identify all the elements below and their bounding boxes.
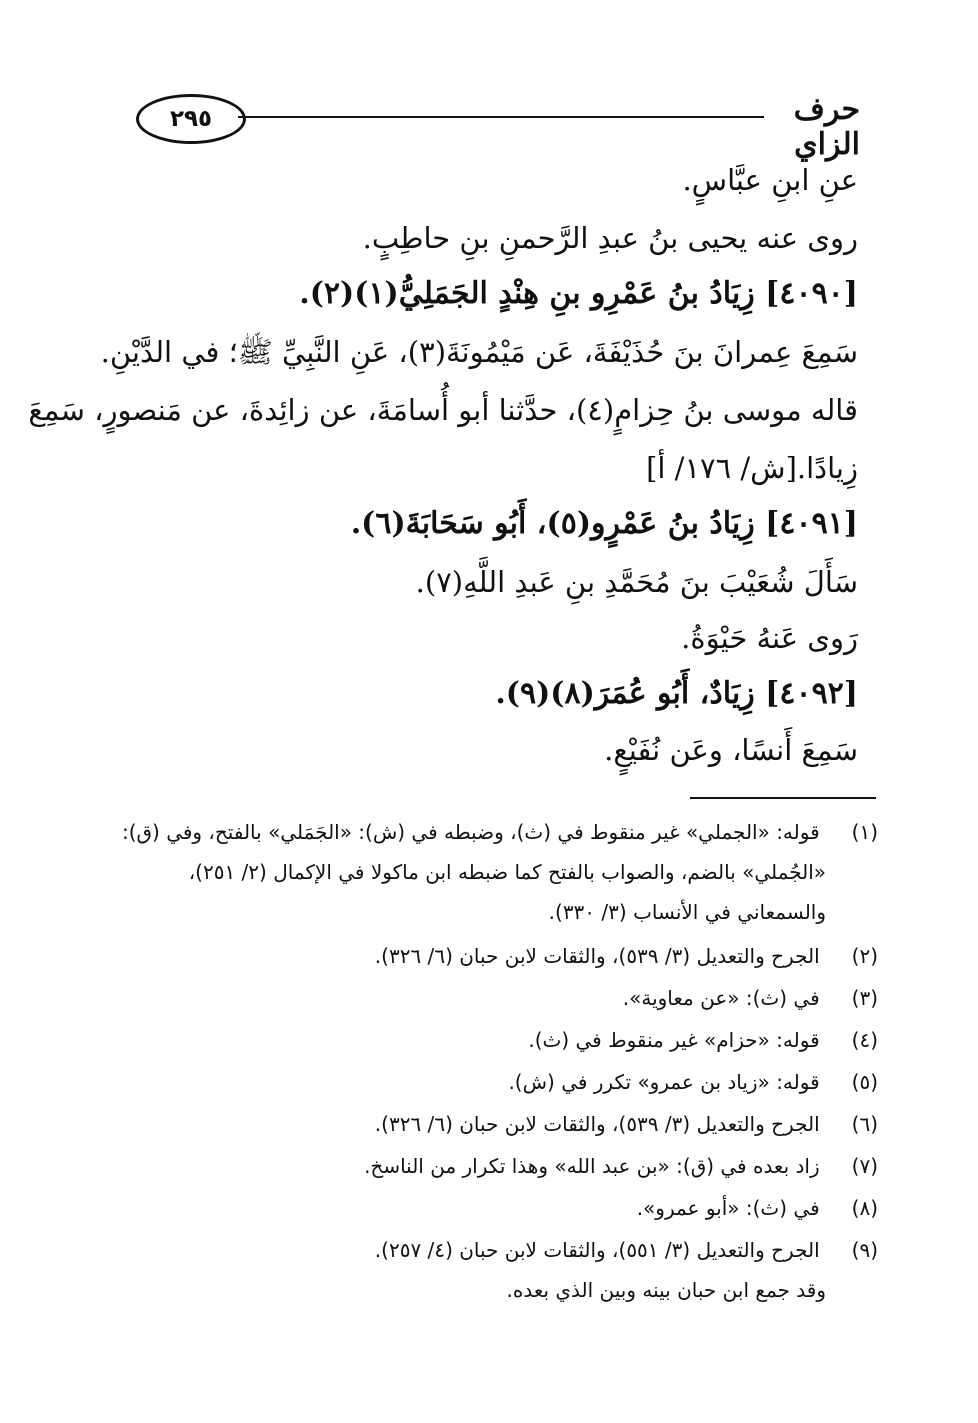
text-line: رَوى عَنهُ حَيْوَةُ. (681, 621, 858, 655)
page-number: ٢٩٥ (136, 94, 246, 144)
text-line: سَأَلَ شُعَيْبَ بنَ مُحَمَّدِ بنِ عَبدِ اللَّهِ(٧). (415, 565, 858, 599)
footnote-text: الجرح والتعديل (٣/ ٥٣٩)، والثقات لابن حبان (٦/ ٣٢٦). (374, 944, 820, 968)
running-title: حرف الزاي (793, 92, 860, 162)
footnote-7 (120, 1146, 878, 1186)
text-line: سَمِعَ عِمرانَ بنَ حُذَيْفَةَ، عَن مَيْمُونَةَ(٣)، عَنِ النَّبِيِّ ﷺ؛ في الدَّيْنِ. (100, 335, 858, 369)
entry-heading-4091: [٤٠٩١] زِيَادُ بنُ عَمْرٍو(٥)، أَبُو سَحَابَةَ(٦). (350, 506, 858, 541)
entry-heading-4090: [٤٠٩٠] زِيَادُ بنُ عَمْرِو بنِ هِنْدٍ الجَمَلِيُّ(١)(٢). (299, 276, 858, 311)
text-line: روى عنه يحيى بنُ عبدِ الرَّحمنِ بنِ حاطِبٍ. (362, 221, 858, 255)
footnote-1-cont: «الجُملي» بالضم، والصواب بالفتح كما ضبطه ابن ماكولا في الإكمال (٢/ ٢٥١)، (188, 860, 826, 884)
text-line: زِيادًا.[ش/ ١٧٦/ أ] (646, 451, 858, 485)
footnote-text: الجرح والتعديل (٣/ ٥٣٩)، والثقات لابن حبان (٦/ ٣٢٦). (374, 1112, 820, 1136)
footnote-separator (690, 797, 876, 799)
text-line: عنِ ابنِ عبَّاسٍ. (682, 163, 858, 197)
footnote-6 (120, 1104, 878, 1144)
footnote-9-cont: وقد جمع ابن حبان بينه وبين الذي بعده. (506, 1278, 826, 1302)
footnote-text: في (ث): «عن معاوية». (622, 986, 820, 1010)
footnote-8 (120, 1188, 878, 1228)
footnote-text: زاد بعده في (ق): «بن عبد الله» وهذا تكرار من الناسخ. (364, 1154, 820, 1178)
header-rule (238, 116, 764, 118)
text-line: قاله موسى بنُ حِزامٍ(٤)، حدَّثنا أبو أُسامَةَ، عن زائِدةَ، عن مَنصورٍ، سَمِعَ (28, 393, 858, 427)
footnote-text: قوله: «الجملي» غير منقوط في (ث)، وضبطه في (ش): «الجَمَلي» بالفتح، وفي (ق): (121, 820, 820, 844)
footnote-text: في (ث): «أبو عمرو». (636, 1196, 820, 1220)
footnote-text: قوله: «زياد بن عمرو» تكرر في (ش). (508, 1070, 820, 1094)
footnote-5 (120, 1062, 878, 1102)
footnote-1-cont: والسمعاني في الأنساب (٣/ ٣٣٠). (548, 900, 826, 924)
footnote-1 (120, 812, 878, 852)
footnote-4 (120, 1020, 878, 1060)
footnote-text: الجرح والتعديل (٣/ ٥٥١)، والثقات لابن حبان (٤/ ٢٥٧). (374, 1238, 820, 1262)
footnote-number: (٢) (851, 944, 878, 968)
entry-heading-4092: [٤٠٩٢] زِيَادٌ، أَبُو عُمَرَ(٨)(٩). (495, 676, 858, 711)
footnote-number: (٨) (851, 1196, 878, 1220)
page-header (130, 88, 860, 162)
footnote-text: قوله: «حزام» غير منقوط في (ث). (528, 1028, 820, 1052)
footnote-number: (٣) (851, 986, 878, 1010)
footnote-number: (٤) (851, 1028, 878, 1052)
footnote-9 (120, 1230, 878, 1270)
footnote-number: (١) (851, 820, 878, 844)
text-line: سَمِعَ أَنسًا، وعَن نُفَيْعٍ. (604, 733, 858, 767)
footnote-2 (120, 936, 878, 976)
footnote-number: (٦) (851, 1112, 878, 1136)
footnote-3 (120, 978, 878, 1018)
footnote-number: (٥) (851, 1070, 878, 1094)
footnote-number: (٧) (851, 1154, 878, 1178)
footnote-number: (٩) (851, 1238, 878, 1262)
